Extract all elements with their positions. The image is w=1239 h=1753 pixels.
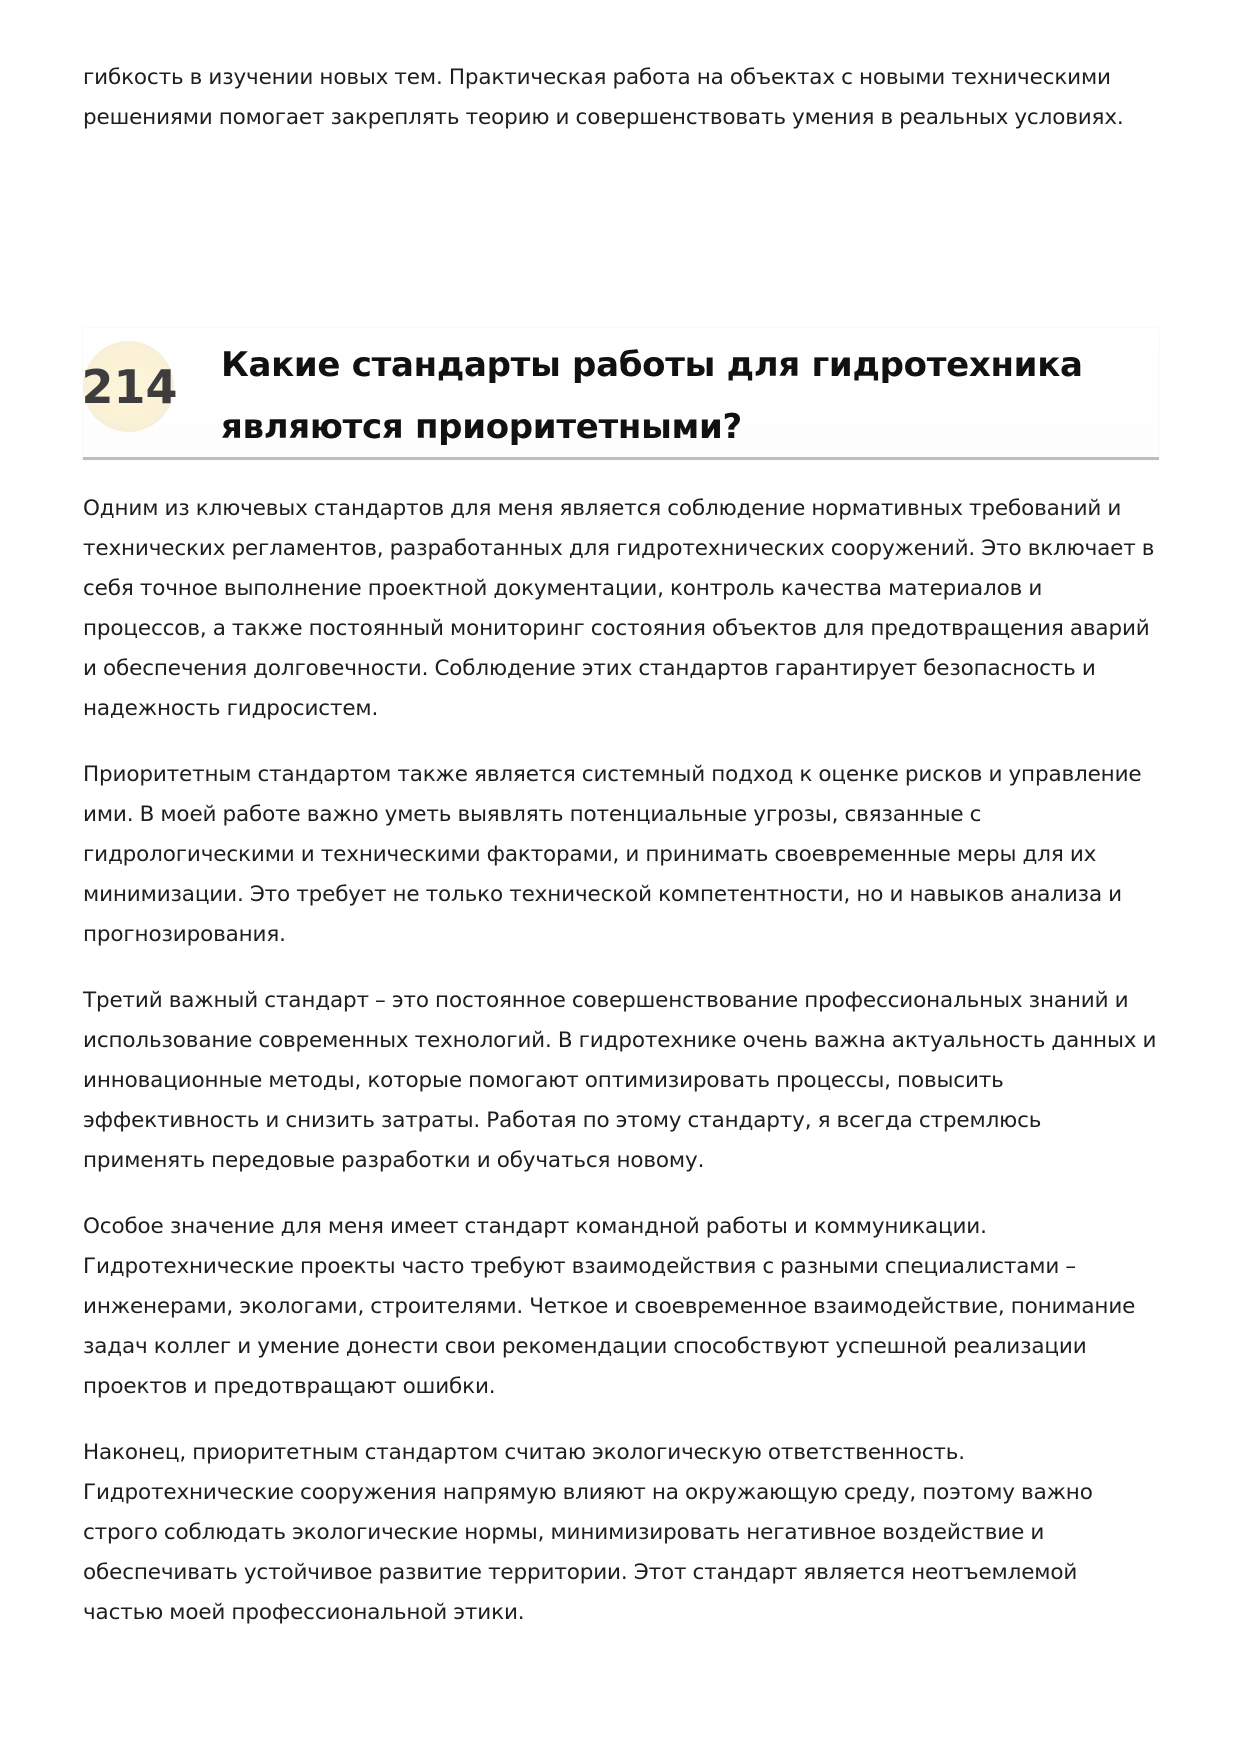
answer-paragraph: Приоритетным стандартом также является системный подход к оценке рисков и управление ими. В моей работе важно уметь выявлять потенциальные угрозы, связанные с гидрологическими и техническими факторами, и принимать своевременные меры для их минимизации. Это требует не только технической компетентности, но и навыков анализа и прогнозирования. (83, 762, 1142, 947)
answer-paragraph: Одним из ключевых стандартов для меня является соблюдение нормативных требований и технических регламентов, разработанных для гидротехнических сооружений. Это включает в себя точное выполнение проектной документации, контроль качества материалов и процессов, а также постоянный мониторинг состояния объектов для предотвращения аварий и обеспечения долговечности. Соблюдение этих стандартов гарантирует безопасность и надежность гидросистем. (83, 496, 1155, 721)
intro-paragraph: гибкость в изучении новых тем. Практическая работа на объектах с новыми техническими решениями помогает закреплять теорию и совершенствовать умения в реальных условиях. (83, 65, 1124, 130)
question-header (83, 328, 1159, 460)
document-page (83, 58, 1159, 1659)
answer-body (83, 489, 1159, 1633)
question-title: Какие стандарты работы для гидротехника являются приоритетными? (221, 345, 1083, 447)
answer-paragraph: Наконец, приоритетным стандартом считаю экологическую ответственность. Гидротехнические сооружения напрямую влияют на окружающую среду, поэтому важно строго соблюдать экологические нормы, минимизировать негативное воздействие и обеспечивать устойчивое развитие территории. Этот стандарт является неотъемлемой частью моей профессиональной этики. (83, 1440, 1093, 1625)
answer-paragraph: Особое значение для меня имеет стандарт командной работы и коммуникации. Гидротехнические проекты часто требуют взаимодействия с разными специалистами – инженерами, экологами, строителями. Четкое и своевременное взаимодействие, понимание задач коллег и умение донести свои рекомендации способствуют успешной реализации проектов и предотвращают ошибки. (83, 1214, 1136, 1399)
question-number: 214 (81, 359, 178, 414)
question-number-badge (81, 341, 178, 432)
answer-paragraph: Третий важный стандарт – это постоянное совершенствование профессиональных знаний и использование современных технологий. В гидротехнике очень важна актуальность данных и инновационные методы, которые помогают оптимизировать процессы, повысить эффективность и снизить затраты. Работая по этому стандарту, я всегда стремлюсь применять передовые разработки и обучаться новому. (83, 988, 1157, 1173)
